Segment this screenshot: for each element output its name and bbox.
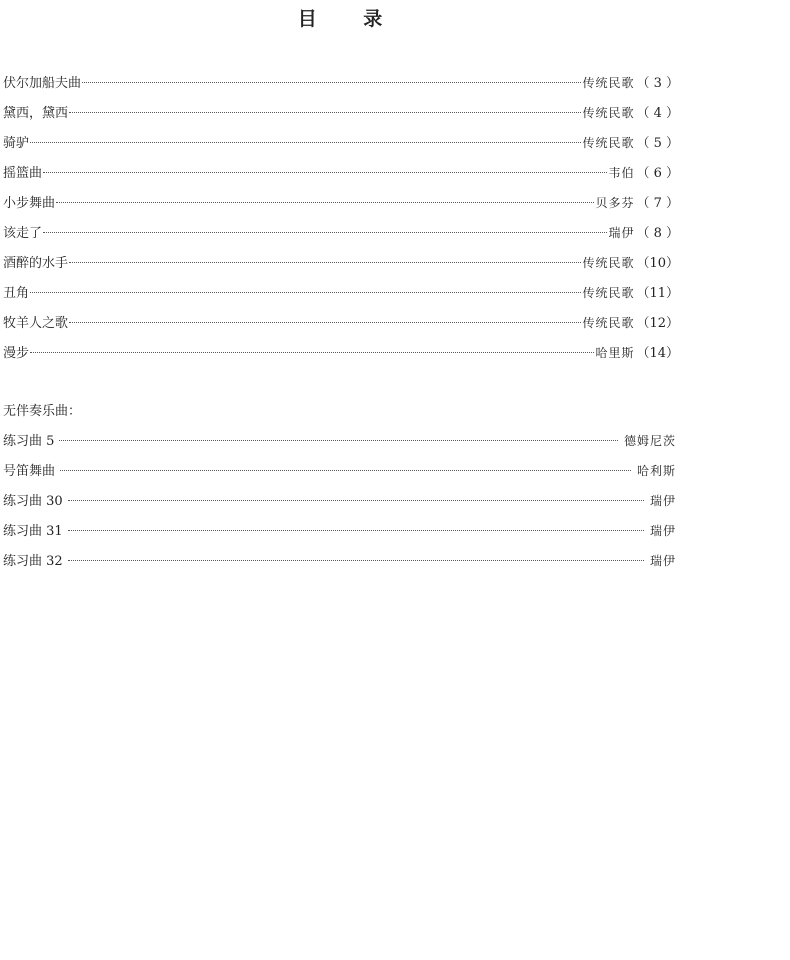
dot-leader (60, 470, 631, 471)
composer: 德姆尼茨 (623, 434, 676, 448)
toc-entry (3, 282, 679, 312)
dot-leader (30, 292, 581, 293)
unaccompanied-list (3, 430, 676, 580)
page-number: （ 6 ） (636, 166, 679, 181)
piece-title: 练习曲 30 (3, 494, 63, 509)
piece-title: 牧羊人之歌 (3, 316, 69, 331)
page-number: （14） (636, 346, 679, 361)
toc-entry (3, 102, 679, 132)
page-number: （ 5 ） (636, 136, 679, 151)
toc-entry (3, 312, 679, 342)
toc-entry (3, 162, 679, 192)
contents-list (3, 72, 679, 372)
dot-leader (56, 202, 594, 203)
composer: 传统民歌 (582, 76, 635, 90)
composer: 传统民歌 (582, 316, 635, 330)
piece-title: 黛西，黛西 (3, 106, 69, 121)
dot-leader (59, 440, 618, 441)
page-number: （10） (636, 256, 679, 271)
composer: 韦伯 (608, 166, 635, 180)
piece-title: 摇篮曲 (3, 166, 43, 181)
dot-leader (69, 262, 581, 263)
dot-leader (69, 112, 581, 113)
piece-title: 练习曲 5 (3, 434, 55, 449)
toc-entry (3, 252, 679, 282)
dot-leader (68, 560, 644, 561)
composer: 瑞伊 (649, 554, 676, 568)
piece-title: 伏尔加船夫曲 (3, 76, 82, 91)
dot-leader (68, 530, 644, 531)
toc-entry (3, 520, 676, 550)
page-title: 目 录 (297, 8, 403, 30)
piece-title: 丑角 (3, 286, 30, 301)
dot-leader (43, 172, 607, 173)
piece-title: 练习曲 31 (3, 524, 63, 539)
dot-leader (69, 322, 581, 323)
piece-title: 该走了 (3, 226, 43, 241)
dot-leader (30, 352, 594, 353)
piece-title: 酒醉的水手 (3, 256, 69, 271)
composer: 瑞伊 (649, 524, 676, 538)
composer: 哈利斯 (636, 464, 676, 478)
piece-title: 号笛舞曲 (3, 464, 56, 479)
toc-entry (3, 460, 676, 490)
page-number: （11） (636, 286, 679, 301)
dot-leader (30, 142, 581, 143)
composer: 传统民歌 (582, 136, 635, 150)
section-heading: 无伴奏乐曲： (3, 404, 82, 419)
toc-entry (3, 430, 676, 460)
page-number: （12） (636, 316, 679, 331)
composer: 贝多芬 (595, 196, 635, 210)
dot-leader (43, 232, 607, 233)
page-number: （ 8 ） (636, 226, 679, 241)
composer: 瑞伊 (649, 494, 676, 508)
piece-title: 骑驴 (3, 136, 30, 151)
page-number: （ 7 ） (636, 196, 679, 211)
toc-entry (3, 72, 679, 102)
toc-entry (3, 490, 676, 520)
toc-entry (3, 132, 679, 162)
dot-leader (68, 500, 644, 501)
piece-title: 小步舞曲 (3, 196, 56, 211)
composer: 哈里斯 (595, 346, 635, 360)
composer: 传统民歌 (582, 286, 635, 300)
piece-title: 练习曲 32 (3, 554, 63, 569)
piece-title: 漫步 (3, 346, 30, 361)
toc-entry (3, 192, 679, 222)
dot-leader (82, 82, 581, 83)
page-number: （ 3 ） (636, 76, 679, 91)
toc-entry (3, 342, 679, 372)
toc-entry (3, 222, 679, 252)
page-number: （ 4 ） (636, 106, 679, 121)
toc-entry (3, 550, 676, 580)
composer: 传统民歌 (582, 106, 635, 120)
composer: 瑞伊 (608, 226, 635, 240)
composer: 传统民歌 (582, 256, 635, 270)
